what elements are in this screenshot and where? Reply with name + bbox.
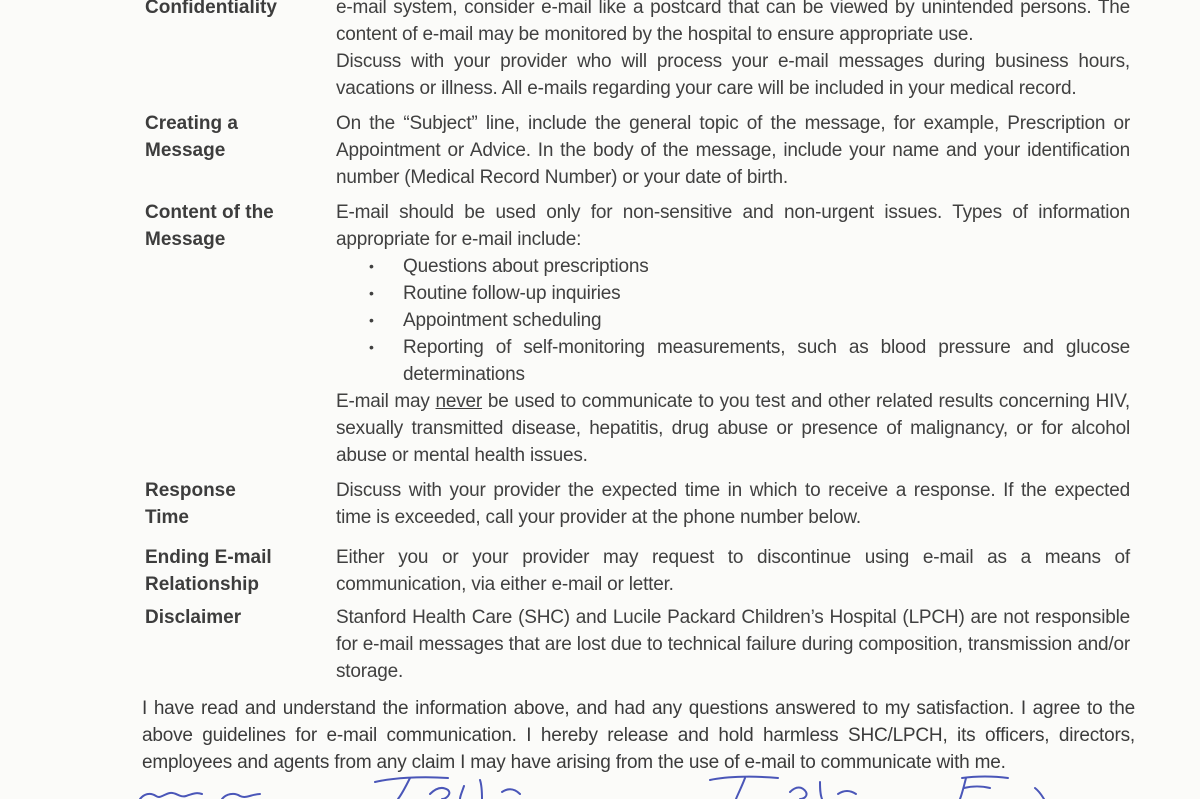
bullet-list	[336, 253, 1130, 388]
section-label	[145, 110, 325, 164]
text-run: E-mail may	[336, 391, 436, 412]
section-label	[145, 544, 325, 598]
section-content	[336, 604, 1130, 685]
list-item-text: Questions about prescriptions	[403, 256, 649, 277]
bullet-icon: •	[369, 258, 374, 274]
acknowledgement-paragraph: I have read and understand the information above, and had any questions answered to my satisfaction. I agree to the above guidelines for e-mail communication. I hereby release and hold harmless SHC/LPCH, its officers, directors, employees and agents from any claim I may have arising from the use of e-mail to communicate with me.	[142, 698, 1135, 773]
handwritten-signature-icon	[130, 772, 1080, 799]
paragraph: Discuss with your provider who will process your e-mail messages during business hours, vacations or illness. All e-mails regarding your care will be included in your medical record.	[336, 51, 1130, 99]
list-item	[336, 253, 1130, 280]
label-line: Message	[145, 140, 226, 161]
list-item	[336, 334, 1130, 388]
label-line: Content of the	[145, 202, 274, 223]
paragraph: On the “Subject” line, include the general topic of the message, for example, Prescription or Appointment or Advice. In the body of the message, include your name and your identification number (Medical Record Number) or your date of birth.	[336, 113, 1130, 188]
paragraph: Discuss with your provider the expected time in which to receive a response. If the expected time is exceeded, call your provider at the phone number below.	[336, 480, 1130, 528]
section-label	[145, 199, 325, 253]
section-content	[336, 477, 1130, 531]
label-line: Response	[145, 480, 236, 501]
section-label	[145, 604, 325, 631]
section-label	[145, 0, 325, 21]
label-line: Creating a	[145, 113, 238, 134]
paragraph: E-mail should be used only for non-sensitive and non-urgent issues. Types of information appropriate for e-mail include:	[336, 202, 1130, 250]
label-line: Ending E-mail	[145, 547, 272, 568]
list-item-text: Appointment scheduling	[403, 310, 602, 331]
label-line: Relationship	[145, 574, 260, 595]
text-run: be used to communicate to you test and other related results concerning HIV, sexually transmitted disease, hepatitis, drug abuse or presence of malignancy, or for alcohol abuse or mental health issues.	[336, 391, 1131, 466]
paragraph	[336, 388, 1130, 469]
paragraph: e-mail system, consider e-mail like a postcard that can be viewed by unintended persons. The content of e-mail may be monitored by the hospital to ensure appropriate use.	[336, 0, 1130, 45]
label-line: Message	[145, 229, 226, 250]
section-content	[336, 110, 1130, 191]
label-line: Time	[145, 507, 190, 528]
bullet-icon: •	[369, 285, 374, 301]
label-text: Disclaimer	[145, 607, 242, 628]
list-item	[336, 280, 1130, 307]
section-content	[336, 0, 1130, 102]
paragraph: Stanford Health Care (SHC) and Lucile Packard Children’s Hospital (LPCH) are not responsible for e-mail messages that are lost due to technical failure during composition, transmission and/or storage.	[336, 607, 1130, 682]
bullet-icon: •	[369, 312, 374, 328]
emphasis-never: never	[435, 391, 483, 412]
section-content	[336, 199, 1130, 469]
section-label	[145, 477, 325, 531]
section-content	[336, 544, 1130, 598]
label-text: Confidentiality	[145, 0, 277, 18]
list-item-text: Reporting of self-monitoring measurements, such as blood pressure and glucose determinations	[403, 337, 1130, 385]
paragraph: Either you or your provider may request to discontinue using e-mail as a means of communication, via either e-mail or letter.	[336, 547, 1130, 595]
list-item-text: Routine follow-up inquiries	[403, 283, 621, 304]
bullet-icon: •	[369, 339, 374, 355]
list-item	[336, 307, 1130, 334]
